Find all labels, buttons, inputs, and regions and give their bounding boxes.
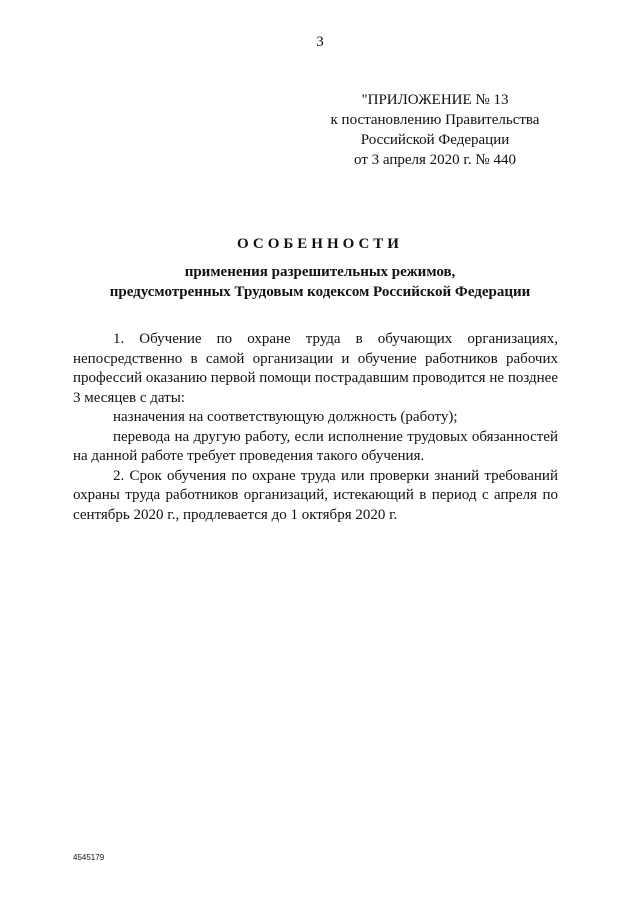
appendix-line-2: к постановлению Правительства <box>330 112 540 128</box>
document-title: ОСОБЕННОСТИ <box>237 236 403 252</box>
appendix-line-1: "ПРИЛОЖЕНИЕ № 13 <box>361 92 509 108</box>
appendix-line-3: Российской Федерации <box>360 132 510 148</box>
paragraph-3: перевода на другую работу, если исполнение трудовых обязанностей на данной работе требует проведения такого обучения. <box>73 428 558 464</box>
footer-document-code: 4545179 <box>73 853 105 862</box>
page-number: 3 <box>316 34 324 50</box>
appendix-header <box>320 90 550 170</box>
subtitle-line-2: предусмотренных Трудовым кодексом Российской Федерации <box>109 284 531 300</box>
document-subtitle <box>0 262 640 302</box>
subtitle-line-1: применения разрешительных режимов, <box>184 264 456 280</box>
paragraph-4: 2. Срок обучения по охране труда или проверки знаний требований охраны труда работников организаций, истекающий в период с апреля по сентябрь 2020 г., продлевается до 1 октября 2020 г. <box>73 467 558 523</box>
paragraph-1: 1. Обучение по охране труда в обучающих организациях, непосредственно в самой организации и обучение работников рабочих профессий оказанию первой помощи пострадавшим проводится не позднее 3 месяцев с даты: <box>73 331 558 406</box>
document-body <box>73 330 558 525</box>
appendix-line-4: от 3 апреля 2020 г. № 440 <box>354 152 516 168</box>
paragraph-2: назначения на соответствующую должность (работу); <box>113 409 458 425</box>
